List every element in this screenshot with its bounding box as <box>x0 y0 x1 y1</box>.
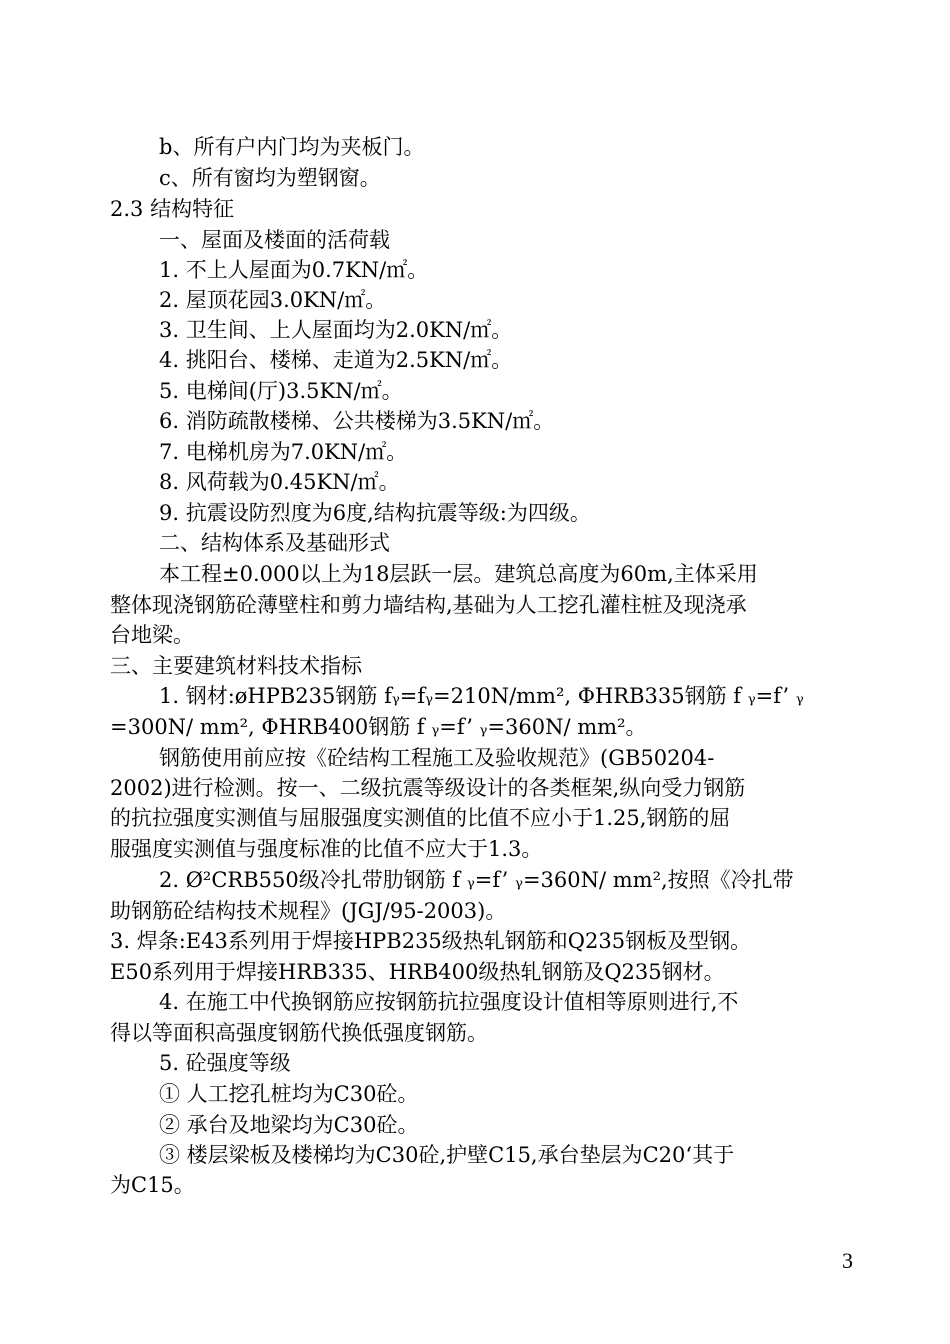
paragraph-line: 为C15。 <box>110 1173 195 1197</box>
list-item: 7. 电梯机房为7.0KN/㎡。 <box>159 440 408 464</box>
paragraph-line: 台地梁。 <box>110 623 194 647</box>
paragraph-line: 1. 钢材:øHPB235钢筋 fᵧ=fᵧ=210N/mm², ΦHRB335钢筋 f ᵧ=f’ ᵧ <box>159 684 804 708</box>
list-item: ③ 楼层梁板及楼梯均为C30砼,护壁C15,承台垫层为C20‘其于 <box>159 1143 735 1167</box>
paragraph-line: 3. 焊条:E43系列用于焊接HPB235级热轧钢筋和Q235钢板及型钢。 <box>110 929 752 953</box>
subsection-heading: 一、屋面及楼面的活荷载 <box>159 228 390 252</box>
subsection-heading: 三、主要建筑材料技术指标 <box>110 654 362 678</box>
paragraph-line: 2. Ø²CRB550级冷扎带肋钢筋 f ᵧ=f’ ᵧ=360N/ mm²,按照《冷扎带 <box>159 868 794 892</box>
paragraph-line: 助钢筋砼结构技术规程》(JGJ/95-2003)。 <box>110 899 507 923</box>
list-item: 9. 抗震设防烈度为6度,结构抗震等级:为四级。 <box>159 501 591 525</box>
paragraph-line: 的抗拉强度实测值与屈服强度实测值的比值不应小于1.25,钢筋的屈 <box>110 806 731 830</box>
page-number: 3 <box>842 1248 853 1273</box>
list-item: 3. 卫生间、上人屋面均为2.0KN/㎡。 <box>159 318 513 342</box>
list-item: 2. 屋顶花园3.0KN/㎡。 <box>159 288 387 312</box>
list-item: ② 承台及地梁均为C30砼。 <box>159 1113 419 1137</box>
text-line: b、所有户内门均为夹板门。 <box>159 135 425 159</box>
paragraph-line: 得以等面积高强度钢筋代换低强度钢筋。 <box>110 1021 488 1045</box>
list-item: 5. 电梯间(厅)3.5KN/㎡。 <box>159 379 403 403</box>
list-item: 4. 挑阳台、楼梯、走道为2.5KN/㎡。 <box>159 348 513 372</box>
paragraph-line: 整体现浇钢筋砼薄壁柱和剪力墙结构,基础为人工挖孔灌柱桩及现浇承 <box>110 593 747 617</box>
text-line: c、所有窗均为塑钢窗。 <box>159 166 381 190</box>
list-item: ① 人工挖孔桩均为C30砼。 <box>159 1082 419 1106</box>
subsection-heading: 二、结构体系及基础形式 <box>159 531 390 555</box>
section-heading: 2.3 结构特征 <box>110 197 235 221</box>
paragraph-line: 服强度实测值与强度标准的比值不应大于1.3。 <box>110 837 543 861</box>
list-item: 5. 砼强度等级 <box>159 1051 291 1075</box>
paragraph-line: 钢筋使用前应按《砼结构工程施工及验收规范》(GB50204- <box>159 746 715 770</box>
paragraph-line: 本工程±0.000以上为18层跃一层。建筑总高度为60m,主体采用 <box>159 562 758 586</box>
list-item: 8. 风荷载为0.45KN/㎡。 <box>159 470 400 494</box>
list-item: 6. 消防疏散楼梯、公共楼梯为3.5KN/㎡。 <box>159 409 555 433</box>
paragraph-line: 2002)进行检测。按一、二级抗震等级设计的各类框架,纵向受力钢筋 <box>110 776 746 800</box>
list-item: 1. 不上人屋面为0.7KN/㎡。 <box>159 258 429 282</box>
paragraph-line: =300N/ mm², ΦHRB400钢筋 f ᵧ=f’ ᵧ=360N/ mm²。 <box>110 715 647 739</box>
paragraph-line: 4. 在施工中代换钢筋应按钢筋抗拉强度设计值相等原则进行,不 <box>159 990 739 1014</box>
paragraph-line: E50系列用于焊接HRB335、HRB400级热轧钢筋及Q235钢材。 <box>110 960 725 984</box>
